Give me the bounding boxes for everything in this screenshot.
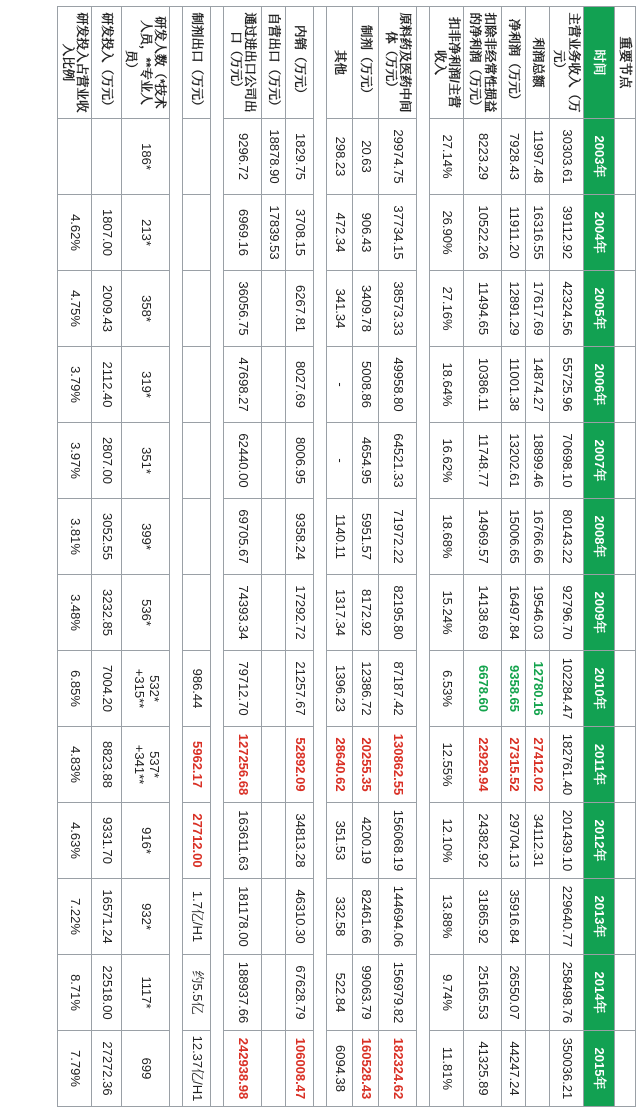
table-cell: 11.81% [430,1031,464,1107]
table-cell [526,1031,550,1107]
row-label: 通过进出口公司出口（万元） [224,7,262,119]
year-header: 2012年 [584,803,615,879]
table-cell: 19546.03 [526,575,550,651]
table-cell: 160528.43 [353,1031,379,1107]
table-cell: 11494.65 [464,271,502,347]
table-cell [183,499,211,575]
table-cell: 127256.68 [224,727,262,803]
table-cell: 201439.10 [550,803,584,879]
table-cell: 24382.92 [464,803,502,879]
table-cell: 522.84 [327,955,353,1031]
table-cell: 9331.70 [92,803,122,879]
year-header: 2008年 [584,499,615,575]
table-cell: 213* [122,195,170,271]
table-cell: 1807.00 [92,195,122,271]
table-row [550,7,584,1107]
table-cell [262,651,286,727]
table-cell: 906.43 [353,195,379,271]
table-cell: 2112.40 [92,347,122,423]
table-row [464,7,502,1107]
table-cell: 15006.65 [502,499,526,575]
table-cell: 12.37亿/H1 [183,1031,211,1107]
table-cell: 49958.80 [379,347,417,423]
table-cell: 17839.53 [262,195,286,271]
year-header: 2013年 [584,879,615,955]
table-cell: 4.62% [58,195,92,271]
table-cell: 16571.24 [92,879,122,955]
table-cell: 1140.11 [327,499,353,575]
row-label: 主营业务收入（万元） [550,7,584,119]
table-cell: 10386.11 [464,347,502,423]
table-cell [526,879,550,955]
table-cell: 472.34 [327,195,353,271]
table-cell [262,727,286,803]
table-cell: 1317.34 [327,575,353,651]
table-cell: 351.53 [327,803,353,879]
milestone-band: 获得回报 [615,879,636,955]
table-row [526,7,550,1107]
table-cell [183,271,211,347]
table-cell: 11997.48 [526,119,550,195]
table-cell: - [327,423,353,499]
table-cell: 3708.15 [286,195,314,271]
table-cell: 8006.95 [286,423,314,499]
table-cell: 14874.27 [526,347,550,423]
financial-table [57,6,636,1107]
table-cell: 20.63 [353,119,379,195]
table-cell: 18899.46 [526,423,550,499]
year-header-row [584,7,615,1107]
table-cell: 87187.42 [379,651,417,727]
row-label: 研发投入（万元） [92,7,122,119]
table-cell: 8172.92 [353,575,379,651]
year-header: 2010年 [584,651,615,727]
table-cell: 36056.75 [224,271,262,347]
table-cell: 20255.35 [353,727,379,803]
table-cell: 358* [122,271,170,347]
table-cell: 74393.34 [224,575,262,651]
table-cell [262,879,286,955]
table-cell: 16.62% [430,423,464,499]
table-cell: 332.58 [327,879,353,955]
table-cell: 82461.66 [353,879,379,955]
table-cell: 27315.52 [502,727,526,803]
table-cell: 986.44 [183,651,211,727]
row-label: 扣除非经常性损益的净利润（万元） [464,7,502,119]
table-cell: 537* +341** [122,727,170,803]
table-cell: 7.22% [58,879,92,955]
table-cell [262,271,286,347]
table-cell: 9.74% [430,955,464,1031]
table-cell: 35916.84 [502,879,526,955]
table-cell: 6969.16 [224,195,262,271]
row-label: 研发投入占营业收入比例 [58,7,92,119]
year-header: 2015年 [584,1031,615,1107]
table-cell: 62440.00 [224,423,262,499]
table-cell: 7.79% [58,1031,92,1107]
table-cell: 17292.72 [286,575,314,651]
table-cell [262,347,286,423]
table-cell [262,1031,286,1107]
table-cell: 17617.69 [526,271,550,347]
table-cell: 44247.24 [502,1031,526,1107]
table-cell: 34813.28 [286,803,314,879]
table-cell: 8223.29 [464,119,502,195]
table-cell: 1117* [122,955,170,1031]
table-cell: 182324.62 [379,1031,417,1107]
table-cell: 39112.92 [550,195,584,271]
table-cell: 5962.17 [183,727,211,803]
table-cell: 18.64% [430,347,464,423]
table-cell: 28640.62 [327,727,353,803]
table-cell: 351* [122,423,170,499]
table-cell: 11001.38 [502,347,526,423]
table-cell: 3.48% [58,575,92,651]
table-cell: 11748.77 [464,423,502,499]
table-cell: 4.75% [58,271,92,347]
row-label: 原料药及医药中间体（万元） [379,7,417,119]
year-header: 2004年 [584,195,615,271]
row-label: 研发人数（*技术人员，**专业人员） [122,7,170,119]
table-cell: 181178.00 [224,879,262,955]
section-separator [314,7,327,1107]
table-cell: 532* +315** [122,651,170,727]
table-row [183,7,211,1107]
table-cell [262,499,286,575]
table-cell: 67628.79 [286,955,314,1031]
row-label: 利润总额 [526,7,550,119]
table-row [262,7,286,1107]
table-row [58,7,92,1107]
table-cell: 27272.36 [92,1031,122,1107]
table-cell: 6267.81 [286,271,314,347]
table-cell: 21257.67 [286,651,314,727]
table-cell [183,423,211,499]
table-cell: 2807.00 [92,423,122,499]
table-cell: 92796.70 [550,575,584,651]
row-label: 制剂出口（万元） [183,7,211,119]
table-cell: 6094.38 [327,1031,353,1107]
table-cell: 16766.66 [526,499,550,575]
table-row [286,7,314,1107]
table-row [224,7,262,1107]
table-body [58,7,584,1107]
row-label: 其他 [327,7,353,119]
milestone-title: 重要节点 [615,7,636,119]
table-cell: 1.7亿/H1 [183,879,211,955]
table-cell: 399* [122,499,170,575]
table-cell: 350036.21 [550,1031,584,1107]
table-cell: 27.14% [430,119,464,195]
table-cell: 5951.57 [353,499,379,575]
table-cell: 14969.57 [464,499,502,575]
table-cell: 80143.22 [550,499,584,575]
table-cell [92,119,122,195]
table-cell: 6.85% [58,651,92,727]
table-row [327,7,353,1107]
table-cell: 3.81% [58,499,92,575]
table-cell: 186* [122,119,170,195]
year-header: 2006年 [584,347,615,423]
table-cell: 27712.00 [183,803,211,879]
table-cell: 64521.33 [379,423,417,499]
table-cell: 99063.79 [353,955,379,1031]
table-cell: 102284.47 [550,651,584,727]
table-cell: 3.79% [58,347,92,423]
table-cell: 182761.40 [550,727,584,803]
table-cell: 3232.85 [92,575,122,651]
table-cell: 79712.70 [224,651,262,727]
row-label: 扣非净利润/主营收入 [430,7,464,119]
table-cell: 144694.06 [379,879,417,955]
table-cell: 70698.10 [550,423,584,499]
table-cell: 319* [122,347,170,423]
milestone-band: 渠道初成 [615,727,636,803]
table-cell: 42324.56 [550,271,584,347]
table-cell: 5008.86 [353,347,379,423]
table-cell: 18878.90 [262,119,286,195]
table-cell: 16316.55 [526,195,550,271]
table-cell: 22518.00 [92,955,122,1031]
row-label: 制剂（万元） [353,7,379,119]
table-cell: 130862.55 [379,727,417,803]
table-cell: 12.10% [430,803,464,879]
table-cell: 298.23 [327,119,353,195]
table-cell: 29704.13 [502,803,526,879]
table-cell: 15.24% [430,575,464,651]
table-cell: 10522.26 [464,195,502,271]
table-cell: 1396.23 [327,651,353,727]
table-cell: 3.97% [58,423,92,499]
table-cell [262,803,286,879]
table-cell: 8823.88 [92,727,122,803]
table-cell [262,575,286,651]
table-cell [183,347,211,423]
table-cell: 163611.63 [224,803,262,879]
table-cell [526,955,550,1031]
table-row [502,7,526,1107]
table-cell: 9358.24 [286,499,314,575]
table-cell: 8027.69 [286,347,314,423]
table-cell: 34112.31 [526,803,550,879]
table-cell: 4.63% [58,803,92,879]
time-label: 时间 [584,7,615,119]
table-cell: 13202.61 [502,423,526,499]
table-row [92,7,122,1107]
year-header: 2014年 [584,955,615,1031]
table-cell: 27.16% [430,271,464,347]
table-cell: 8.71% [58,955,92,1031]
table-cell: 69705.67 [224,499,262,575]
table-row [379,7,417,1107]
table-cell: 156979.82 [379,955,417,1031]
row-label: 内销（万元） [286,7,314,119]
table-cell: 4654.95 [353,423,379,499]
table-cell: 26.90% [430,195,464,271]
table-cell: 106008.47 [286,1031,314,1107]
table-cell: 14138.69 [464,575,502,651]
row-label: 净利润（万元） [502,7,526,119]
table-cell: 12386.72 [353,651,379,727]
table-cell: 1829.75 [286,119,314,195]
table-cell: 26550.07 [502,955,526,1031]
milestone-band: 国际化元年 [615,195,636,271]
table-cell: 4200.19 [353,803,379,879]
table-cell [262,423,286,499]
year-header: 2003年 [584,119,615,195]
table-cell: 47698.27 [224,347,262,423]
table-cell: 3052.55 [92,499,122,575]
table-cell: 258498.76 [550,955,584,1031]
table-cell [58,119,92,195]
table-cell: 约5.5亿 [183,955,211,1031]
table-cell: 41325.89 [464,1031,502,1107]
section-separator [170,7,183,1107]
table-cell: 82195.80 [379,575,417,651]
year-header: 2011年 [584,727,615,803]
table-cell: 13.88% [430,879,464,955]
table-cell: 536* [122,575,170,651]
table-cell: 229640.77 [550,879,584,955]
table-cell: 37734.15 [379,195,417,271]
table-cell: 6.53% [430,651,464,727]
table-cell: 156068.19 [379,803,417,879]
table-row [122,7,170,1107]
table-cell: 188937.66 [224,955,262,1031]
table-cell: 46310.30 [286,879,314,955]
table-cell: 7928.43 [502,119,526,195]
table-cell: 3409.78 [353,271,379,347]
table-cell: - [327,347,353,423]
table-cell: 38573.33 [379,271,417,347]
table-cell [183,195,211,271]
table-cell: 9358.65 [502,651,526,727]
section-separator [211,7,224,1107]
table-cell: 30303.61 [550,119,584,195]
table-cell: 916* [122,803,170,879]
table-cell: 341.34 [327,271,353,347]
section-separator [417,7,430,1107]
table-cell [183,575,211,651]
table-cell: 932* [122,879,170,955]
table-row [430,7,464,1107]
table-cell: 699 [122,1031,170,1107]
table-cell: 25165.53 [464,955,502,1031]
table-cell: 12.55% [430,727,464,803]
table-cell: 18.68% [430,499,464,575]
table-cell: 29974.75 [379,119,417,195]
year-header: 2005年 [584,271,615,347]
table-cell [262,955,286,1031]
table-cell: 6678.60 [464,651,502,727]
table-cell: 52892.09 [286,727,314,803]
table-cell: 242938.98 [224,1031,262,1107]
table-cell: 12780.16 [526,651,550,727]
table-row [353,7,379,1107]
table-cell: 4.83% [58,727,92,803]
table-cell [183,119,211,195]
table-cell: 55725.96 [550,347,584,423]
table-cell: 7004.20 [92,651,122,727]
table-cell: 16497.84 [502,575,526,651]
table-cell: 31865.92 [464,879,502,955]
table-cell: 22929.94 [464,727,502,803]
table-cell: 2009.43 [92,271,122,347]
table-cell: 71972.22 [379,499,417,575]
year-header: 2007年 [584,423,615,499]
table-cell: 27412.02 [526,727,550,803]
table-cell: 11911.20 [502,195,526,271]
row-label: 自营出口（万元） [262,7,286,119]
year-header: 2009年 [584,575,615,651]
milestone-row [615,7,636,1107]
table-cell: 9296.72 [224,119,262,195]
table-cell: 12891.29 [502,271,526,347]
